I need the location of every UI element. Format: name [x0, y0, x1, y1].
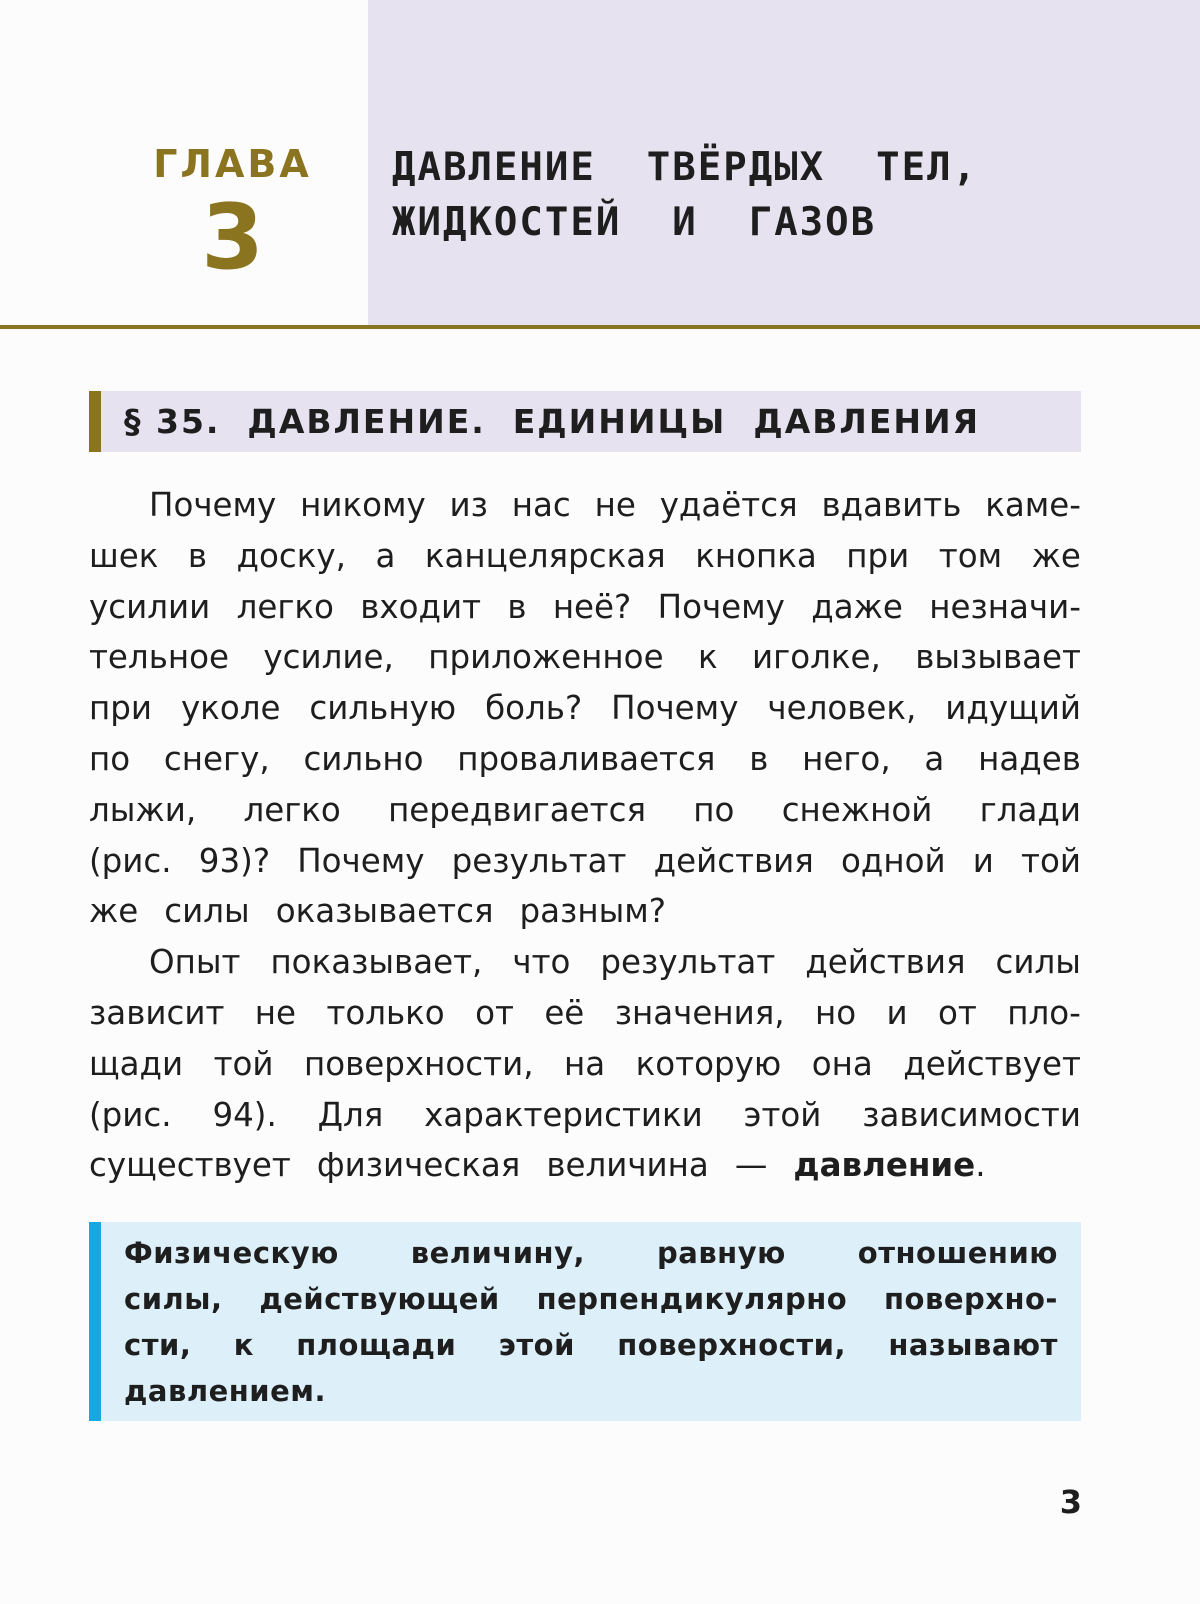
paragraph-1-word: а — [375, 536, 396, 575]
paragraph-1-word: удаётся — [659, 486, 798, 524]
paragraph-2-line — [89, 1090, 1081, 1141]
definition-word: сти, — [124, 1328, 192, 1362]
paragraph-1-word: передвигается — [388, 790, 647, 829]
paragraph-1-word: 93)? — [198, 841, 271, 880]
paragraph-2-word: которую — [635, 1044, 782, 1083]
paragraph-2-word: (рис. — [89, 1095, 172, 1134]
paragraph-2-word: её — [544, 993, 585, 1032]
term-period: . — [975, 1146, 986, 1185]
paragraph-2-word: что — [512, 943, 571, 982]
paragraph-1-line — [89, 531, 1081, 582]
paragraph-2-last-line — [89, 1140, 1081, 1191]
paragraph-2-word: действует — [903, 1044, 1081, 1083]
definition-line — [124, 1230, 1058, 1276]
definition-word: давлением. — [124, 1374, 326, 1408]
paragraph-1-line — [89, 886, 1081, 937]
paragraph-1-word: сильно — [303, 739, 424, 778]
paragraph-2-word: существует — [89, 1146, 291, 1185]
definition-line — [124, 1276, 1058, 1322]
paragraph-2-word: зависимости — [862, 1095, 1081, 1134]
paragraph-1-word: оказывается — [275, 892, 494, 931]
paragraph-2-word: той — [213, 1044, 274, 1083]
paragraph-1-word: при — [846, 536, 910, 575]
paragraph-1-word: том — [938, 536, 1003, 575]
paragraph-1-word: Почему — [297, 841, 425, 880]
paragraph-2-word: только — [326, 993, 445, 1032]
paragraph-1-word: вызывает — [915, 638, 1081, 677]
paragraph-2-word: Опыт — [149, 943, 241, 982]
definition-word: величину, — [410, 1236, 586, 1270]
paragraph-2-word: величина — [546, 1146, 709, 1185]
paragraph-1-word: доску, — [236, 536, 346, 575]
paragraph-1-word: идущий — [945, 689, 1081, 728]
paragraph-2-word: она — [811, 1044, 873, 1083]
paragraph-1-word: вдавить — [821, 486, 962, 524]
paragraph-1-word: к — [697, 638, 718, 677]
paragraph-1-word: шек — [89, 536, 159, 575]
chapter-title — [392, 140, 1172, 250]
paragraph-2-word: пло- — [1007, 993, 1081, 1032]
paragraph-1-word: силы — [164, 892, 250, 931]
paragraph-1-word: никому — [300, 486, 426, 524]
paragraph-1-word: той — [1021, 841, 1081, 880]
paragraph-1-word: в — [507, 587, 527, 626]
body-text — [89, 480, 1081, 1191]
paragraph-2-word: 94). — [212, 1095, 277, 1134]
chapter-number: 3 — [201, 185, 264, 290]
definition-accent — [89, 1222, 101, 1421]
definition-word: площади — [296, 1328, 457, 1362]
paragraph-2-word: показывает, — [270, 943, 483, 982]
paragraph-1-word: и — [972, 841, 994, 880]
paragraph-1-line — [89, 683, 1081, 734]
paragraph-1-word: снежной — [781, 790, 933, 829]
paragraph-1-line — [89, 632, 1081, 683]
paragraph-1-word: же — [1031, 536, 1081, 575]
section-title: § 35. ДАВЛЕНИЕ. ЕДИНИЦЫ ДАВЛЕНИЯ — [124, 402, 981, 441]
paragraph-1-word: не — [594, 486, 636, 524]
definition-word: силы, — [124, 1282, 223, 1316]
definition-line — [124, 1322, 1058, 1368]
paragraph-2-word: результат — [600, 943, 776, 982]
paragraph-2-word: поверхности, — [304, 1044, 534, 1083]
definition-word: действующей — [259, 1282, 500, 1316]
paragraph-2-word: зависит — [89, 993, 225, 1032]
paragraph-1-word: Почему — [149, 486, 277, 524]
paragraph-1-word: человек, — [767, 689, 917, 728]
paragraph-1-word: лыжи, — [89, 790, 197, 829]
definition-word: поверхно- — [884, 1282, 1058, 1316]
paragraph-1-word: уколе — [180, 689, 281, 728]
paragraph-1-word: Почему — [657, 587, 785, 626]
key-term: давление — [793, 1146, 976, 1185]
paragraph-1-word: приложенное — [428, 638, 664, 677]
paragraph-2-word: физическая — [316, 1146, 521, 1185]
paragraph-1-word: результат — [451, 841, 627, 880]
definition-word: перпендикулярно — [536, 1282, 848, 1316]
chapter-label: ГЛАВА — [153, 142, 312, 186]
page-number: 3 — [1059, 1483, 1082, 1521]
definition-word: равную — [656, 1236, 786, 1270]
paragraph-1-word: (рис. — [89, 841, 172, 880]
paragraph-1-word: даже — [811, 587, 903, 626]
paragraph-2-word: и — [886, 993, 908, 1032]
paragraph-1-word: в — [187, 536, 208, 575]
paragraph-1-word: по — [89, 739, 131, 778]
paragraph-2-word: действия — [805, 943, 966, 982]
paragraph-1-line — [89, 785, 1081, 836]
definition-word: Физическую — [124, 1236, 339, 1270]
paragraph-2-word: на — [564, 1044, 606, 1083]
paragraph-1-word: надев — [978, 739, 1081, 778]
definition-word: этой — [498, 1328, 575, 1362]
paragraph-1-line — [89, 836, 1081, 887]
paragraph-2-word: но — [815, 993, 857, 1032]
paragraph-2-word: от — [938, 993, 977, 1032]
paragraph-1-word: боль? — [485, 689, 583, 728]
paragraph-1-line — [89, 480, 1081, 531]
paragraph-1-word: иголке, — [752, 638, 881, 677]
paragraph-1-word: одной — [841, 841, 946, 880]
paragraph-1-word: усилие, — [263, 638, 394, 677]
paragraph-1-word: канцелярская — [424, 536, 666, 575]
definition-word: называют — [888, 1328, 1058, 1362]
paragraph-2-word: значения, — [614, 993, 785, 1032]
paragraph-1 — [89, 480, 1081, 937]
chapter-title-line-2: ЖИДКОСТЕЙ И ГАЗОВ — [392, 200, 877, 245]
chapter-divider — [0, 325, 1200, 329]
paragraph-1-word: легко — [236, 587, 334, 626]
definition-word: поверхности, — [617, 1328, 846, 1362]
paragraph-1-word: входит — [360, 587, 482, 626]
paragraph-1-word: из — [449, 486, 488, 524]
definition-text — [124, 1230, 1058, 1414]
paragraph-1-word: же — [89, 892, 139, 931]
paragraph-1-word: легко — [243, 790, 341, 829]
paragraph-1-word: нас — [511, 486, 571, 524]
paragraph-1-word: каме- — [985, 486, 1081, 524]
paragraph-1-word: глади — [979, 790, 1081, 829]
paragraph-2-word: — — [734, 1146, 768, 1185]
paragraph-1-word: в — [749, 739, 769, 778]
definition-last-line — [124, 1368, 1058, 1414]
definition-word: к — [233, 1328, 254, 1362]
paragraph-1-line — [89, 734, 1081, 785]
paragraph-1-word: незначи- — [929, 587, 1081, 626]
paragraph-2-word: Для — [317, 1095, 384, 1134]
paragraph-2-line — [89, 988, 1081, 1039]
paragraph-1-word: снегу, — [163, 739, 270, 778]
paragraph-2-word: характеристики — [424, 1095, 703, 1134]
paragraph-1-word: кнопка — [695, 536, 817, 575]
paragraph-2-word: щади — [89, 1044, 184, 1083]
paragraph-2-line — [89, 937, 1081, 988]
paragraph-2-word: от — [475, 993, 514, 1032]
paragraph-1-word: Почему — [611, 689, 739, 728]
paragraph-1-word: при — [89, 689, 153, 728]
paragraph-2-word: этой — [743, 1095, 822, 1134]
paragraph-1-word: проваливается — [457, 739, 716, 778]
paragraph-2-line — [89, 1039, 1081, 1090]
chapter-title-line-1: ДАВЛЕНИЕ ТВЁРДЫХ ТЕЛ, — [392, 145, 979, 190]
paragraph-1-word: него, — [802, 739, 891, 778]
paragraph-1-word: неё? — [552, 587, 632, 626]
paragraph-1-word: по — [693, 790, 735, 829]
section-heading-accent — [89, 391, 101, 452]
paragraph-2-word: силы — [995, 943, 1081, 982]
paragraph-1-word: действия — [653, 841, 814, 880]
paragraph-1-line — [89, 582, 1081, 633]
paragraph-2 — [89, 937, 1081, 1140]
paragraph-2-word: не — [254, 993, 297, 1032]
paragraph-1-word: разным? — [519, 892, 667, 931]
paragraph-1-word: сильную — [309, 689, 457, 728]
paragraph-1-word: тельное — [89, 638, 229, 677]
paragraph-1-word: а — [924, 739, 945, 778]
definition-word: отношению — [857, 1236, 1058, 1270]
paragraph-1-word: усилии — [89, 587, 211, 626]
